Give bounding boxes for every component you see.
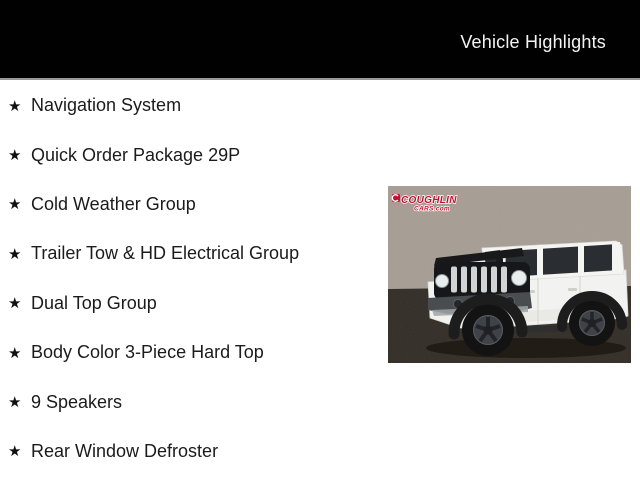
highlight-label: Body Color 3-Piece Hard Top [31,342,264,363]
jeep-showroom-illustration [388,186,631,363]
headlight-right [512,271,527,286]
star-bullet-icon: ★ [8,147,22,165]
front-wheel [462,304,514,356]
highlight-item [8,81,640,130]
watermark-line1: COUGHLIN [401,195,457,206]
highlight-label: 9 Speakers [31,391,123,412]
highlight-label: Quick Order Package 29P [31,144,241,165]
star-bullet-icon: ★ [8,344,22,362]
highlight-label: Dual Top Group [31,292,157,313]
highlight-item [8,130,640,179]
star-bullet-icon: ★ [8,97,22,115]
highlights-section [0,80,640,476]
star-bullet-icon: ★ [8,394,22,412]
highlight-item [8,377,640,426]
watermark-line2: CARS.com [414,205,450,213]
star-bullet-icon: ★ [8,196,22,214]
vehicle-photo [388,186,631,363]
page-title: Vehicle Highlights [460,32,606,52]
headlight-left [436,275,449,288]
star-bullet-icon: ★ [8,245,22,263]
star-bullet-icon: ★ [8,443,22,461]
highlight-label: Navigation System [31,95,182,116]
highlight-item [8,427,640,476]
highlight-label: Rear Window Defroster [31,440,219,461]
star-bullet-icon: ★ [8,295,22,313]
highlight-label: Trailer Tow & HD Electrical Group [31,243,300,264]
rear-wheel [569,300,615,346]
header-bar [0,0,640,80]
highlight-label: Cold Weather Group [31,193,196,214]
